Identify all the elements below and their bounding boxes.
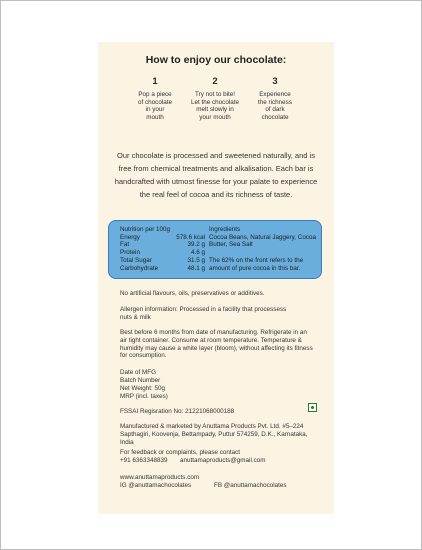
step-number: 3 xyxy=(272,76,278,87)
facebook-handle: FB @anuttamachocolates xyxy=(214,482,287,489)
feedback-label: For feedback or complaints, please contact xyxy=(120,449,241,456)
step-2 xyxy=(185,76,245,121)
nutrient-name-carbohydrate: Carbohydrate xyxy=(120,264,159,272)
step-text: Experience the richness of dark chocolate xyxy=(258,91,292,121)
nutrient-name-protein: Protein xyxy=(120,249,140,257)
nutrient-value-carbohydrate: 48.1 g xyxy=(187,264,205,272)
step-text: Pop a piece of chocolate in your mouth xyxy=(138,91,172,121)
instagram-handle: IG @anuttamachocolates xyxy=(120,482,192,489)
ingredients-list: Cocoa Beans, Natural Jaggery, Cocoa Butter, Sea Salt xyxy=(209,233,316,249)
date-of-mfg: Date of MFG xyxy=(120,369,157,376)
nutrient-value-fat: 39.2 g xyxy=(187,241,205,249)
step-number: 1 xyxy=(152,76,158,87)
nutrient-name-fat: Fat xyxy=(120,241,130,249)
step-1 xyxy=(125,76,185,121)
description-paragraph: Our chocolate is processed and sweetened naturally, and is free from chemical treatments and alkalisation. Each bar is handcrafted with utmost finesse for your palate to experience the real feel of cocoa and its richness of taste. xyxy=(114,151,318,199)
nutrition-header: Nutrition per 100g xyxy=(120,226,171,233)
section-title: How to enjoy our chocolate: xyxy=(145,54,287,66)
label-panel xyxy=(98,42,334,514)
nutrient-name-sugar: Total Sugar xyxy=(120,256,152,264)
veg-symbol-icon xyxy=(308,403,317,412)
nutrient-name-energy: Energy xyxy=(120,233,140,241)
nutrient-value-protein: 4.6 g xyxy=(190,249,205,257)
ingredients-header: Ingredients xyxy=(209,226,241,233)
nutrition-box xyxy=(108,220,322,279)
cocoa-note: The 62% on the front refers to the amount of pure cocoa in this bar. xyxy=(209,256,304,272)
nutrient-value-energy: 578.6 kcal xyxy=(176,233,205,241)
step-3 xyxy=(245,76,305,121)
step-number: 2 xyxy=(212,76,218,87)
step-text: Try not to bite! Let the chocolate melt slowly in your mouth xyxy=(191,91,239,121)
email-address: anuttamaproducts@gmail.com xyxy=(180,457,266,464)
mrp: MRP (incl. taxes) xyxy=(120,393,168,400)
allergen-info: Allergen information: Processed in a facility that processess nuts & milk xyxy=(120,306,287,321)
manufacturer-info: Manufactured & marketed by Anuttama Products Pvt. Ltd. #5–224 Sapthagiri, Koovenja, Bettampady, Puttur 574259, D.K., Karnataka, India xyxy=(120,423,308,446)
batch-number: Batch Number xyxy=(120,377,161,384)
website-url: www.anuttamaproducts.com xyxy=(120,474,200,481)
fssai-number: FSSAI Regisration No: 21221068000188 xyxy=(120,408,235,415)
storage-instructions: Best before 6 months from date of manufacturing. Refrigerate in an air tight container. Consume at room temperature. Temperature & humidity may cause a white layer (bloom), without affecting its fitness for consumption. xyxy=(120,329,313,360)
nutrient-value-sugar: 31.5 g xyxy=(187,256,205,264)
no-additives-note: No artificial flavours, oils, preservatives or additives. xyxy=(120,290,265,297)
net-weight: Net Weight: 50g xyxy=(120,385,166,392)
phone-number: +91 6363348839 xyxy=(120,457,168,464)
